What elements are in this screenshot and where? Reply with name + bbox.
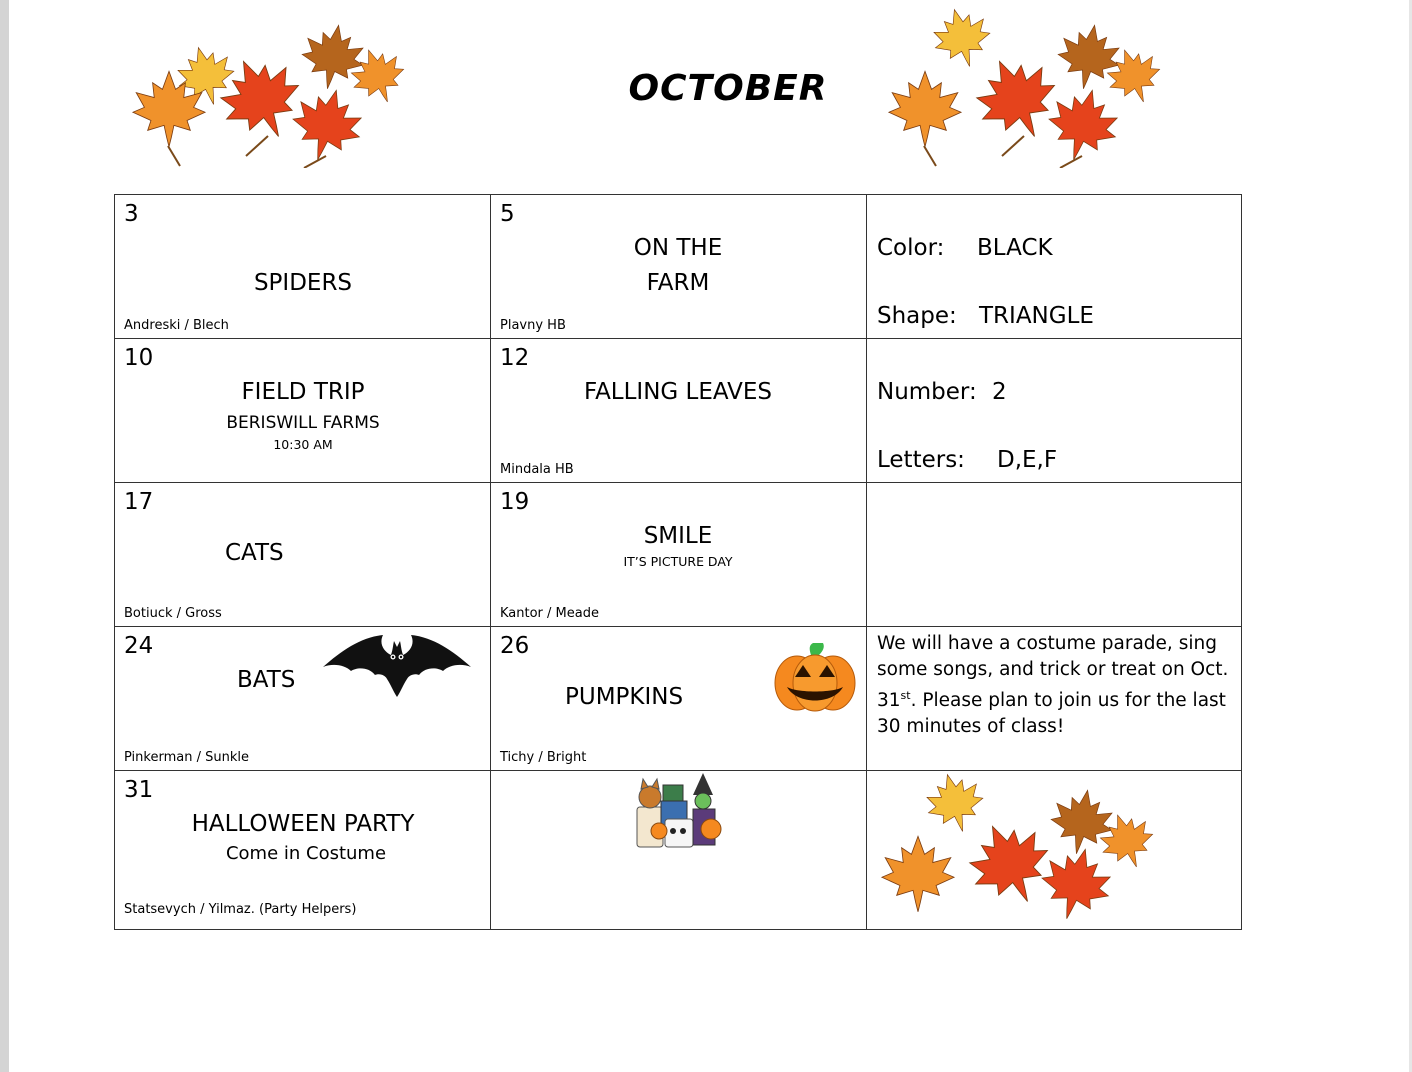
day-number: 26 [500, 633, 530, 659]
day-topic: BATS [237, 667, 296, 693]
day-topic-line1: ON THE [633, 235, 723, 261]
viewer-gutter [0, 0, 9, 1072]
number-label: Number: [877, 379, 977, 405]
page-title: OCTOBER [628, 68, 828, 109]
day-number: 3 [124, 201, 139, 227]
day-cell [491, 195, 867, 339]
trip-time: 10:30 AM [273, 437, 333, 452]
helpers: Mindala HB [500, 462, 574, 477]
helpers: Andreski / Blech [124, 318, 229, 333]
day-subtitle: Come in Costume [225, 843, 387, 864]
bat-icon [321, 633, 473, 703]
helpers: Pinkerman / Sunkle [124, 750, 249, 765]
color-label: Color: [877, 235, 945, 261]
trip-location: BERISWILL FARMS [226, 413, 380, 433]
maple-leaves-icon [884, 6, 1174, 168]
day-topic: HALLOWEEN PARTY [191, 811, 415, 837]
focus-cell [867, 195, 1241, 339]
day-cell [491, 339, 867, 483]
note-superscript: st [900, 689, 911, 702]
helpers: Botiuck / Gross [124, 606, 222, 621]
helpers: Statsevych / Yilmaz. (Party Helpers) [124, 902, 357, 917]
day-cell [491, 627, 867, 771]
day-topic: CATS [225, 540, 284, 566]
day-cell [115, 627, 491, 771]
letters-label: Letters: [877, 447, 965, 473]
maple-leaves-icon [128, 6, 418, 168]
day-topic: FALLING LEAVES [583, 379, 773, 405]
day-number: 12 [500, 345, 530, 371]
day-subtitle: IT’S PICTURE DAY [623, 554, 733, 569]
day-cell [115, 195, 491, 339]
jack-o-lantern-icon [773, 643, 857, 717]
day-number: 24 [124, 633, 154, 659]
calendar-grid [114, 194, 1242, 930]
shape-label: Shape: [877, 303, 957, 329]
helpers: Plavny HB [500, 318, 566, 333]
day-topic: PUMPKINS [565, 684, 684, 710]
day-topic: FIELD TRIP [241, 379, 365, 405]
day-number: 17 [124, 489, 154, 515]
day-number: 19 [500, 489, 530, 515]
image-cell [491, 771, 867, 929]
note-text-end: . Please plan to join us for the last 30 minutes of class! [877, 690, 1226, 738]
shape-value: TRIANGLE [979, 303, 1094, 329]
halloween-note [877, 631, 1239, 740]
trick-or-treat-kids-icon [633, 771, 725, 855]
leaves-cell [867, 771, 1241, 929]
helpers: Kantor / Meade [500, 606, 599, 621]
number-value: 2 [992, 379, 1007, 405]
color-value: BLACK [977, 235, 1053, 261]
note-text: We will have a costume parade, sing some songs, and trick or treat on Oct. 31 [877, 633, 1229, 712]
focus-cell [867, 339, 1241, 483]
day-number: 5 [500, 201, 515, 227]
letters-value: D,E,F [997, 447, 1058, 473]
day-number: 10 [124, 345, 154, 371]
day-topic-line2: FARM [646, 270, 710, 296]
day-cell [115, 339, 491, 483]
day-number: 31 [124, 777, 154, 803]
day-cell [491, 483, 867, 627]
day-topic: SPIDERS [253, 270, 353, 296]
helpers: Tichy / Bright [500, 750, 587, 765]
day-cell [115, 483, 491, 627]
day-cell [115, 771, 491, 929]
day-topic: SMILE [643, 523, 713, 549]
maple-leaves-icon [877, 771, 1167, 929]
halloween-note-cell [867, 627, 1241, 771]
empty-cell [867, 483, 1241, 627]
